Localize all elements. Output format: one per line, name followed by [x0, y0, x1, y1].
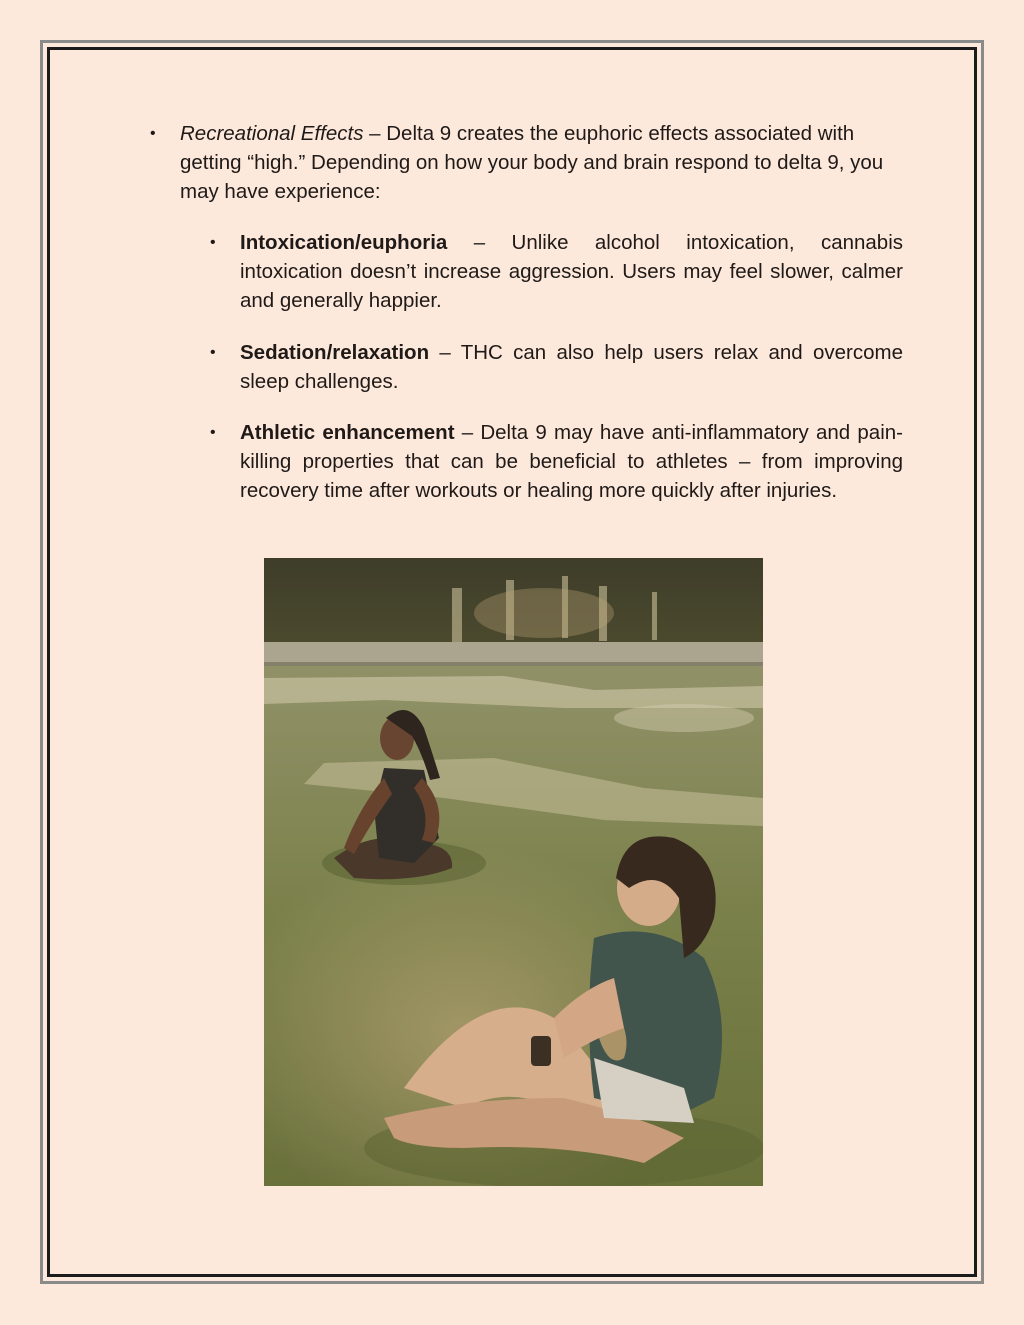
yoga-photo	[264, 558, 763, 1186]
bullet-description: – THC can also help users relax and overcome sleep challenges.	[240, 340, 903, 393]
bullet-description: – Unlike alcohol intoxication, cannabis intoxication doesn’t increase aggression. Users may feel slower, calmer and generally happier.	[240, 231, 903, 312]
bullet-title: Sedation/relaxation	[240, 340, 430, 364]
document-content	[150, 120, 903, 529]
bullet-body	[180, 120, 903, 206]
bullet-description: – Delta 9 creates the euphoric effects associated with getting “high.” Depending on how your body and brain respond to delta 9, you may have experience:	[180, 122, 884, 203]
effects-sublist	[210, 229, 903, 505]
bullet-intoxication	[210, 229, 903, 315]
bullet-athletic	[210, 419, 903, 505]
bullet-title: Intoxication/euphoria	[240, 231, 448, 255]
bullet-icon: •	[210, 424, 216, 442]
bullet-icon: •	[210, 234, 216, 252]
bullet-heading: Recreational Effects	[180, 122, 364, 145]
bullet-recreational-effects	[150, 120, 903, 206]
bullet-icon: •	[210, 343, 216, 361]
bullet-body	[240, 419, 903, 505]
bullet-body	[240, 339, 903, 397]
yoga-photo-illustration	[264, 558, 763, 1186]
bullet-body	[240, 229, 903, 315]
bullet-sedation	[210, 339, 903, 397]
bullet-title: Athletic enhancement	[240, 421, 455, 445]
bullet-description: – Delta 9 may have anti-inflammatory and pain-killing properties that can be beneficial to athletes – from improving recovery time after workouts or healing more quickly after injuries.	[240, 421, 903, 502]
bullet-icon: •	[150, 125, 156, 142]
